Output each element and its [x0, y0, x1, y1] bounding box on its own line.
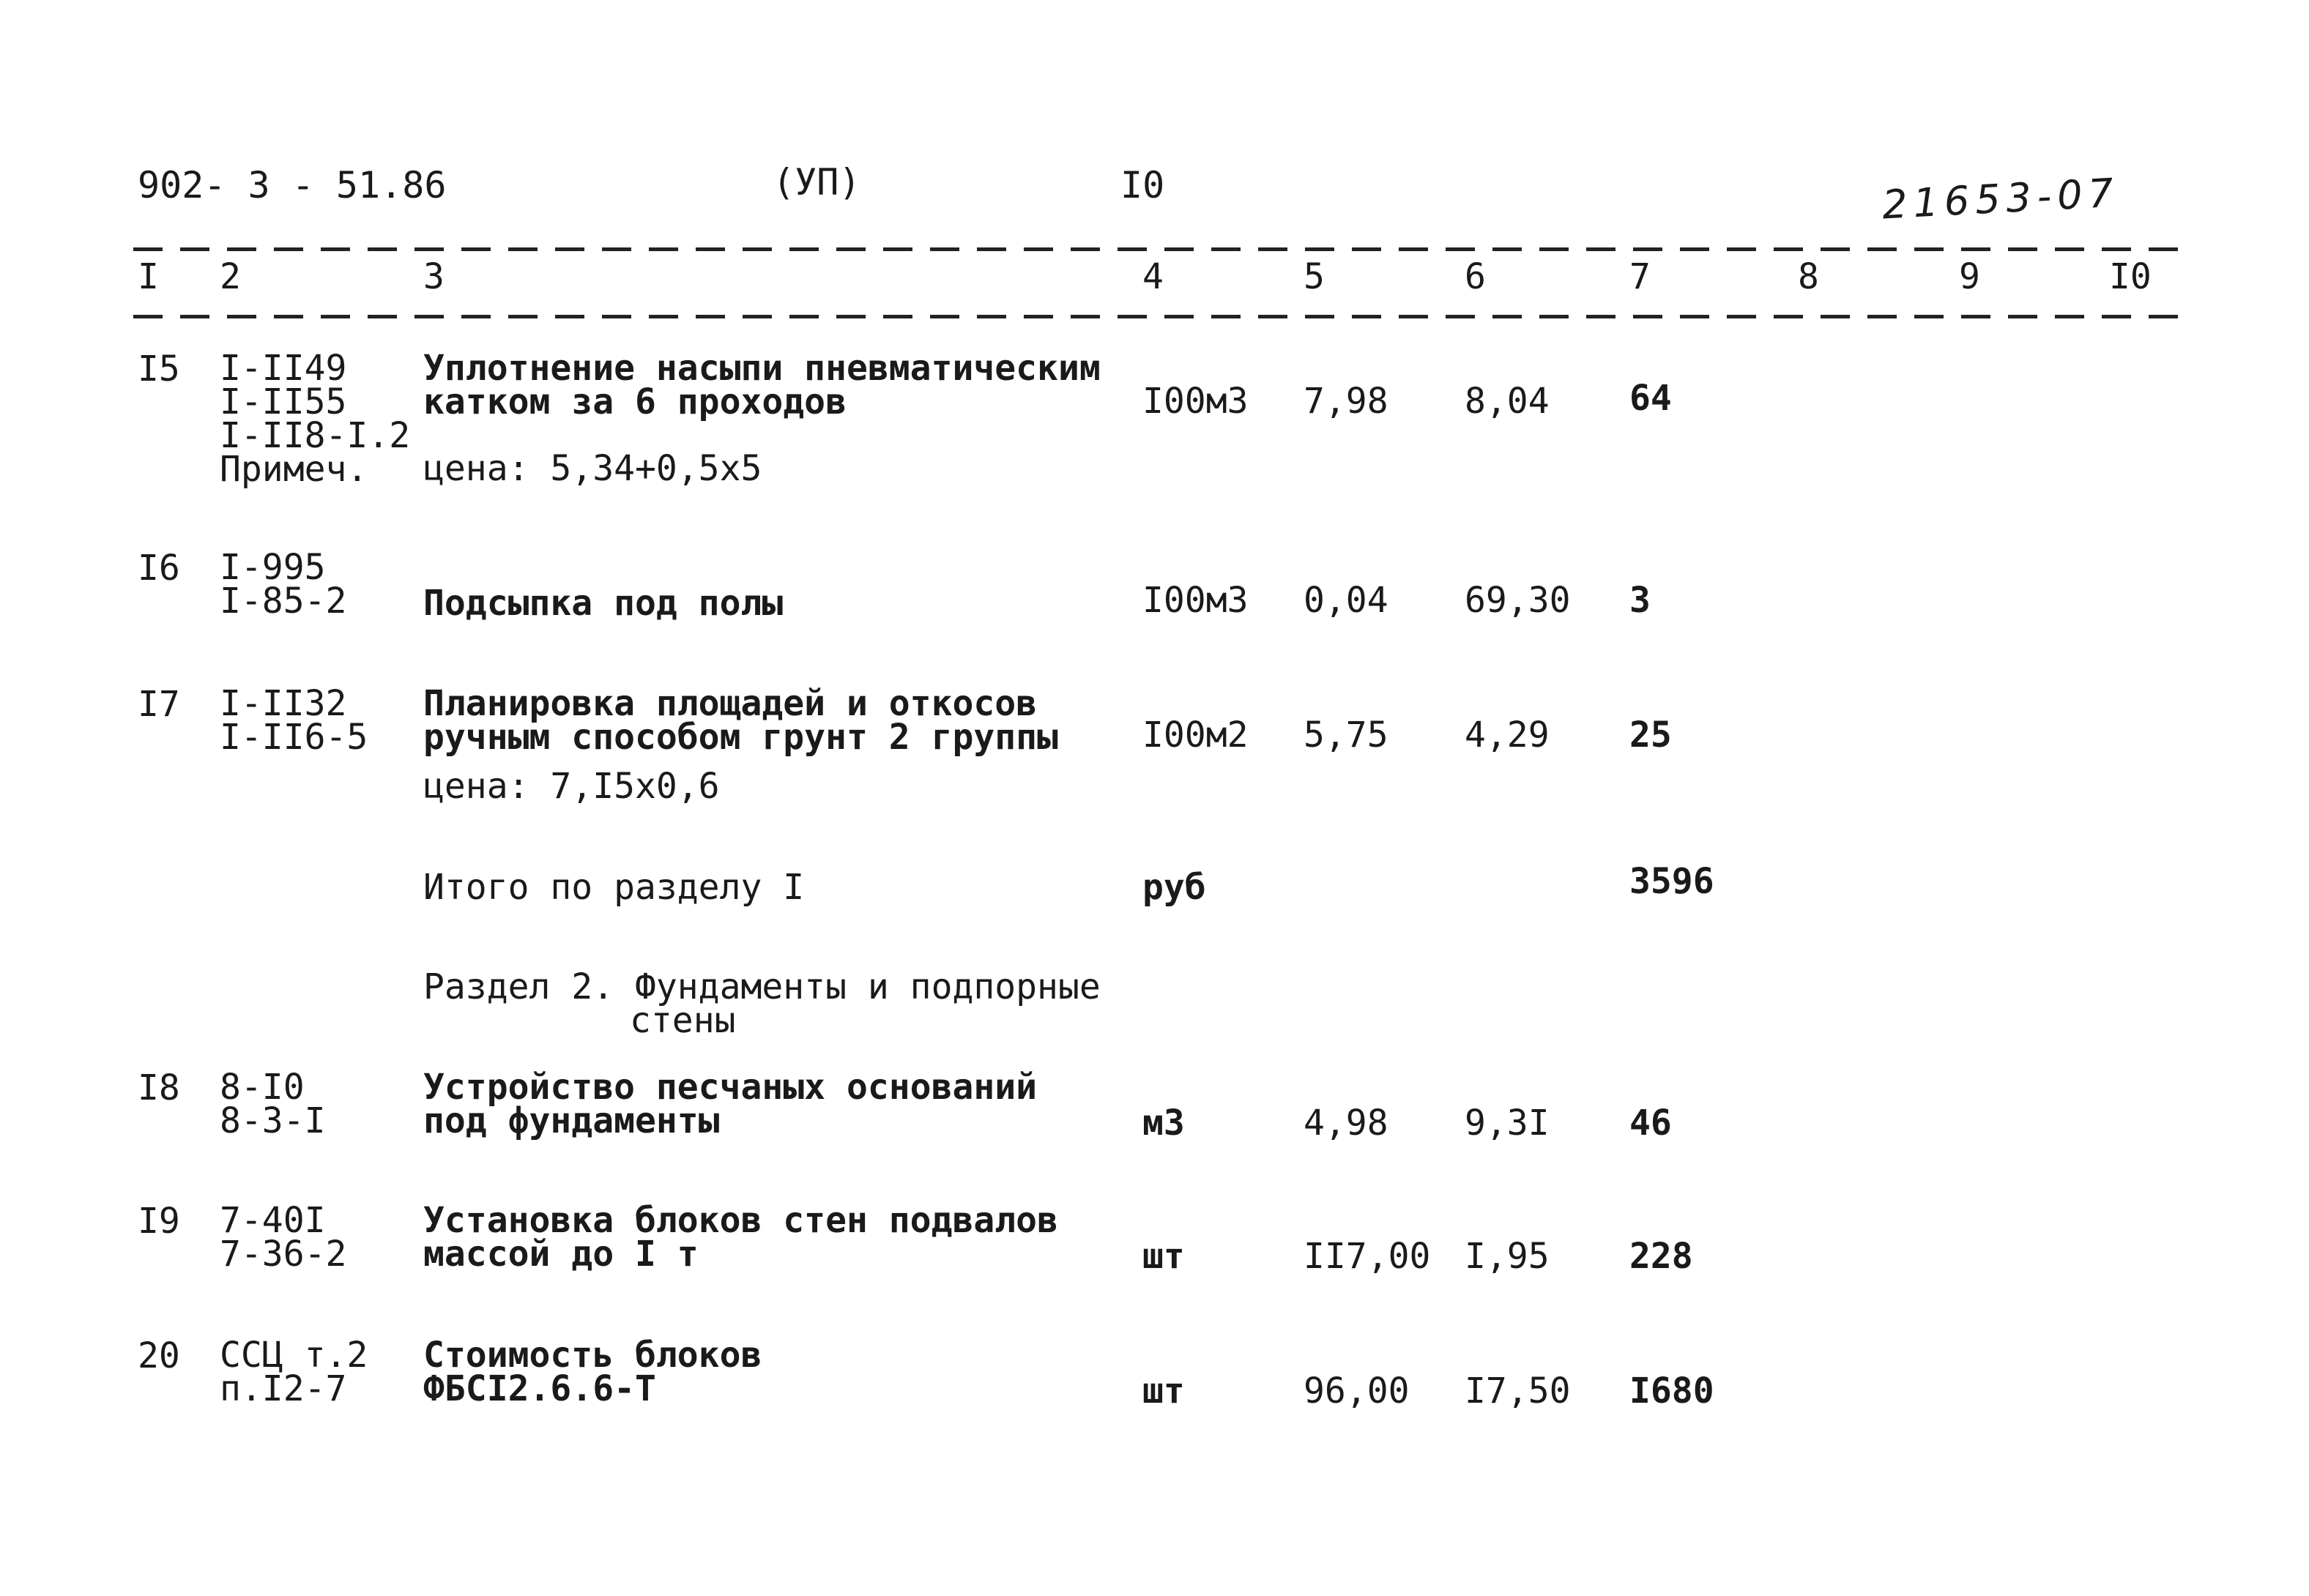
row-number: I7 — [138, 684, 180, 725]
row-codes — [220, 348, 411, 490]
inventory-number: 21653-07 — [1881, 169, 2121, 228]
col-header-9: 9 — [1959, 256, 1980, 297]
row-description — [423, 1335, 762, 1409]
desc-line: ручным способом грунт 2 группы — [423, 717, 1058, 758]
col-header-2: 2 — [220, 256, 241, 297]
quantity-cell: 0,04 — [1304, 580, 1388, 621]
desc-line: Планировка площадей и откосов — [423, 683, 1038, 724]
header-bottom-rule — [133, 315, 2184, 318]
code-line: Примеч. — [220, 449, 368, 490]
unit-price-cell: I,95 — [1465, 1236, 1550, 1277]
row-codes — [220, 683, 368, 758]
desc-line: Установка блоков стен подвалов — [423, 1200, 1058, 1241]
quantity-cell: 7,98 — [1304, 381, 1388, 422]
row-number: 20 — [138, 1335, 180, 1376]
total-cell: 25 — [1629, 715, 1672, 756]
total-cell: 228 — [1629, 1236, 1693, 1277]
code-line: I-II8-I.2 — [220, 415, 411, 456]
document-number: 902- 3 - 51.86 — [138, 164, 447, 206]
code-line: I-II55 — [220, 381, 347, 422]
unit-cell: I00м2 — [1142, 715, 1249, 756]
col-header-5: 5 — [1304, 256, 1325, 297]
price-note: цена: 7,I5х0,6 — [423, 766, 720, 807]
code-line: I-II49 — [220, 348, 347, 389]
code-line: ССЦ т.2 — [220, 1335, 368, 1376]
code-line: I-85-2 — [220, 581, 347, 622]
unit-price-cell: 8,04 — [1465, 381, 1550, 422]
code-line: п.I2-7 — [220, 1368, 347, 1409]
unit-cell: шт — [1142, 1371, 1185, 1412]
code-line: I-II32 — [220, 683, 347, 724]
desc-line: ФБСI2.6.6-Т — [423, 1368, 656, 1409]
unit-cell: I00м3 — [1142, 381, 1249, 422]
code-line: 8-3-I — [220, 1100, 326, 1141]
unit-price-cell: I7,50 — [1465, 1371, 1571, 1412]
quantity-cell: 5,75 — [1304, 715, 1388, 756]
code-line: I-995 — [220, 547, 326, 588]
row-description: Подсыпка под полы — [423, 583, 784, 624]
col-header-6: 6 — [1465, 256, 1486, 297]
col-header-8: 8 — [1798, 256, 1819, 297]
desc-line: катком за 6 проходов — [423, 381, 847, 422]
total-cell: 64 — [1629, 378, 1672, 419]
unit-price-cell: 4,29 — [1465, 715, 1550, 756]
code-line: 7-40I — [220, 1200, 326, 1241]
row-number: I6 — [138, 548, 180, 589]
price-note: цена: 5,34+0,5х5 — [423, 448, 762, 489]
row-number: I5 — [138, 348, 180, 389]
section-title: Раздел 2. Фундаменты и подпорные — [423, 966, 1101, 1007]
col-header-10: I0 — [2109, 256, 2152, 297]
col-header-4: 4 — [1142, 256, 1164, 297]
col-header-7: 7 — [1629, 256, 1651, 297]
unit-cell: м3 — [1142, 1103, 1185, 1144]
row-number: I9 — [138, 1201, 180, 1242]
desc-line: под фундаменты — [423, 1100, 720, 1141]
quantity-cell: 4,98 — [1304, 1103, 1388, 1144]
stage-code: (УП) — [773, 161, 861, 204]
unit-price-cell: 69,30 — [1465, 580, 1571, 621]
desc-line: Устройство песчаных оснований — [423, 1067, 1038, 1108]
quantity-cell: 96,00 — [1304, 1371, 1410, 1412]
code-line: I-II6-5 — [220, 717, 368, 758]
unit-cell: шт — [1142, 1236, 1185, 1277]
row-codes — [220, 1335, 368, 1409]
total-cell: 46 — [1629, 1103, 1672, 1144]
total-cell: I680 — [1629, 1371, 1714, 1412]
desc-line: Уплотнение насыпи пневматическим — [423, 348, 1101, 389]
code-line: 8-I0 — [220, 1067, 305, 1108]
section-title-cont: стены — [630, 1000, 736, 1041]
code-line: 7-36-2 — [220, 1234, 347, 1275]
row-codes — [220, 1067, 326, 1141]
row-description — [423, 683, 1058, 758]
unit-price-cell: 9,3I — [1465, 1103, 1550, 1144]
quantity-cell: II7,00 — [1304, 1236, 1431, 1277]
header-top-rule — [133, 247, 2184, 251]
desc-line: Стоимость блоков — [423, 1335, 762, 1376]
unit-cell: I00м3 — [1142, 580, 1249, 621]
row-description — [423, 348, 1101, 422]
desc-line: массой до I т — [423, 1234, 699, 1275]
col-header-3: 3 — [423, 256, 445, 297]
subtotal-unit: руб — [1142, 867, 1206, 908]
row-codes — [220, 1200, 347, 1275]
page-number: I0 — [1120, 164, 1165, 206]
row-number: I8 — [138, 1067, 180, 1108]
total-cell: 3 — [1629, 580, 1651, 621]
row-description — [423, 1067, 1038, 1141]
subtotal-total: 3596 — [1629, 861, 1714, 902]
row-codes — [220, 547, 347, 622]
row-description — [423, 1200, 1058, 1275]
subtotal-label: Итого по разделу I — [423, 867, 805, 908]
col-header-1: I — [138, 256, 159, 297]
